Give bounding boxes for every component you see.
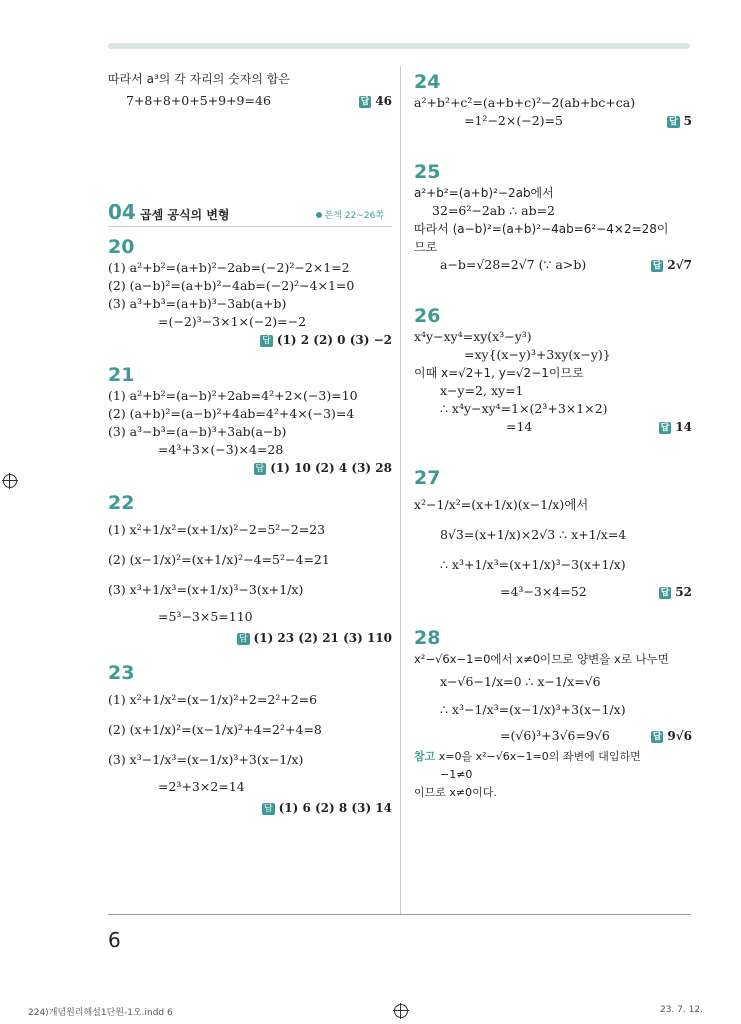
- p26-line-3: 이때 x=√2+1, y=√2−1이므로: [414, 366, 584, 380]
- answer-21: 답 (1) 10 (2) 4 (3) 28: [255, 461, 392, 475]
- p22-line-3: (3) x³+1/x³=(x+1/x)³−3(x+1/x): [108, 582, 304, 597]
- p26-line-6: =14 답 14: [506, 419, 692, 434]
- p20-line-1: (1) a²+b²=(a+b)²−2ab=(−2)²−2×1=2: [108, 260, 350, 275]
- p21-line-3: (3) a³−b³=(a−b)³+3ab(a−b): [108, 424, 287, 439]
- p26-line-5: ∴ x⁴y−xy⁴=1×(2³+3×1×2): [440, 401, 608, 416]
- answer-26: 답 14: [660, 420, 692, 434]
- answer-28: 답 9√6: [652, 729, 692, 743]
- answer-badge: 답: [255, 463, 265, 474]
- problem-number-24: 24: [414, 71, 441, 93]
- answer-22: 답 (1) 23 (2) 21 (3) 110: [238, 631, 392, 645]
- answer-23: 답 (1) 6 (2) 8 (3) 14: [263, 801, 392, 815]
- intro-equation: 7+8+8+0+5+9+9=46 답 46: [126, 93, 392, 108]
- problem-number-20: 20: [108, 236, 135, 258]
- bullet-icon: [316, 212, 322, 218]
- answer-badge: 답: [238, 633, 248, 644]
- p27-line-2: 8√3=(x+1/x)×2√3 ∴ x+1/x=4: [440, 527, 627, 542]
- p24-line-1: a²+b²+c²=(a+b+c)²−2(ab+bc+ca): [414, 95, 636, 110]
- problem-number-22: 22: [108, 492, 135, 514]
- answer-badge: 답: [652, 260, 662, 271]
- left-column: [108, 70, 392, 817]
- answer-intro: 답 46: [360, 94, 392, 108]
- p27-line-1: x²−1/x²=(x+1/x)(x−1/x)에서: [414, 497, 589, 512]
- registration-mark-icon: [3, 474, 17, 488]
- p25-line-4: 므로: [414, 240, 438, 254]
- p28-note-line-3: 이므로 x≠0이다.: [414, 786, 497, 799]
- section-number: 04: [108, 200, 136, 224]
- p28-line-3: ∴ x³−1/x³=(x−1/x)³+3(x−1/x): [440, 702, 626, 717]
- p22-line-1: (1) x²+1/x²=(x+1/x)²−2=5²−2=23: [108, 522, 326, 537]
- p26-line-4: x−y=2, xy=1: [440, 383, 524, 398]
- answer-27: 답 52: [660, 585, 692, 599]
- problem-number-23: 23: [108, 662, 135, 684]
- problem-number-26: 26: [414, 305, 441, 327]
- p23-line-3: (3) x³−1/x³=(x−1/x)³+3(x−1/x): [108, 752, 304, 767]
- answer-24: 답 5: [668, 114, 692, 128]
- answer-badge: 답: [652, 731, 662, 742]
- p24-line-2: =1²−2×(−2)=5 답 5: [464, 113, 692, 128]
- p25-line-3: 따라서 (a−b)²=(a+b)²−4ab=6²−4×2=28이: [414, 222, 669, 236]
- section-ref: 본책 22~26쪽: [316, 208, 384, 221]
- p28-line-2: x−√6−1/x=0 ∴ x−1/x=√6: [440, 674, 601, 689]
- p22-line-4: =5³−3×5=110: [158, 609, 253, 624]
- p25-line-2: 32=6²−2ab ∴ ab=2: [432, 203, 556, 218]
- top-bar: [108, 43, 690, 49]
- answer-badge: 답: [263, 803, 273, 814]
- answer-20: 답 (1) 2 (2) 0 (3) −2: [262, 333, 392, 347]
- right-column: [414, 70, 692, 802]
- problem-number-28: 28: [414, 627, 441, 649]
- answer-badge: 답: [262, 335, 271, 346]
- p25-line-5: a−b=√28=2√7 (∵ a>b) 답 2√7: [440, 257, 692, 272]
- intro-text: 따라서 a³의 각 자리의 숫자의 합은: [108, 72, 290, 86]
- p21-line-2: (2) (a+b)²=(a−b)²+4ab=4²+4×(−3)=4: [108, 406, 355, 421]
- footer-file: 224)개념원리해설1단원-1오.indd 6: [28, 1008, 173, 1018]
- p26-line-2: =xy{(x−y)³+3xy(x−y)}: [464, 347, 611, 362]
- problem-number-27: 27: [414, 467, 441, 489]
- p28-line-4: =(√6)³+3√6=9√6 답 9√6: [414, 724, 692, 748]
- answer-badge: 답: [660, 422, 670, 433]
- p27-line-4: =4³−3×4=52 답 52: [414, 580, 692, 604]
- page-number: 6: [108, 928, 121, 952]
- section-header: [108, 198, 392, 227]
- p21-line-1: (1) a²+b²=(a−b)²+2ab=4²+2×(−3)=10: [108, 388, 358, 403]
- p28-note-line-1: 참고 x=0을 x²−√6x−1=0의 좌변에 대입하면: [414, 750, 641, 763]
- p28-line-1: x²−√6x−1=0에서 x≠0이므로 양변을 x로 나누면: [414, 652, 669, 666]
- p23-line-2: (2) (x+1/x)²=(x−1/x)²+4=2²+4=8: [108, 722, 322, 737]
- registration-mark-icon: [394, 1004, 408, 1018]
- note-label: 참고: [414, 750, 436, 763]
- section-title: 곱셈 공식의 변형: [140, 208, 230, 222]
- p20-line-2: (2) (a−b)²=(a+b)²−4ab=(−2)²−4×1=0: [108, 278, 355, 293]
- p25-line-1: a²+b²=(a+b)²−2ab에서: [414, 186, 554, 200]
- answer-badge: 답: [660, 587, 670, 598]
- p27-line-3: ∴ x³+1/x³=(x+1/x)³−3(x+1/x): [440, 557, 626, 572]
- bottom-divider: [108, 914, 690, 915]
- answer-badge: 답: [668, 116, 678, 127]
- problem-number-25: 25: [414, 161, 441, 183]
- p20-line-4: =(−2)³−3×1×(−2)=−2: [158, 314, 307, 329]
- p21-line-4: =4³+3×(−3)×4=28: [158, 442, 284, 457]
- p28-note-line-2: −1≠0: [440, 768, 473, 781]
- footer-date: 23. 7. 12.: [660, 1005, 703, 1015]
- p22-line-2: (2) (x−1/x)²=(x+1/x)²−4=5²−4=21: [108, 552, 330, 567]
- problem-number-21: 21: [108, 364, 135, 386]
- p20-line-3: (3) a³+b³=(a+b)³−3ab(a+b): [108, 296, 287, 311]
- column-divider: [400, 66, 401, 914]
- answer-25: 답 2√7: [652, 258, 692, 272]
- p26-line-1: x⁴y−xy⁴=xy(x³−y³): [414, 329, 532, 344]
- answer-badge: 답: [360, 96, 370, 107]
- p23-line-4: =2³+3×2=14: [158, 779, 245, 794]
- p23-line-1: (1) x²+1/x²=(x−1/x)²+2=2²+2=6: [108, 692, 318, 707]
